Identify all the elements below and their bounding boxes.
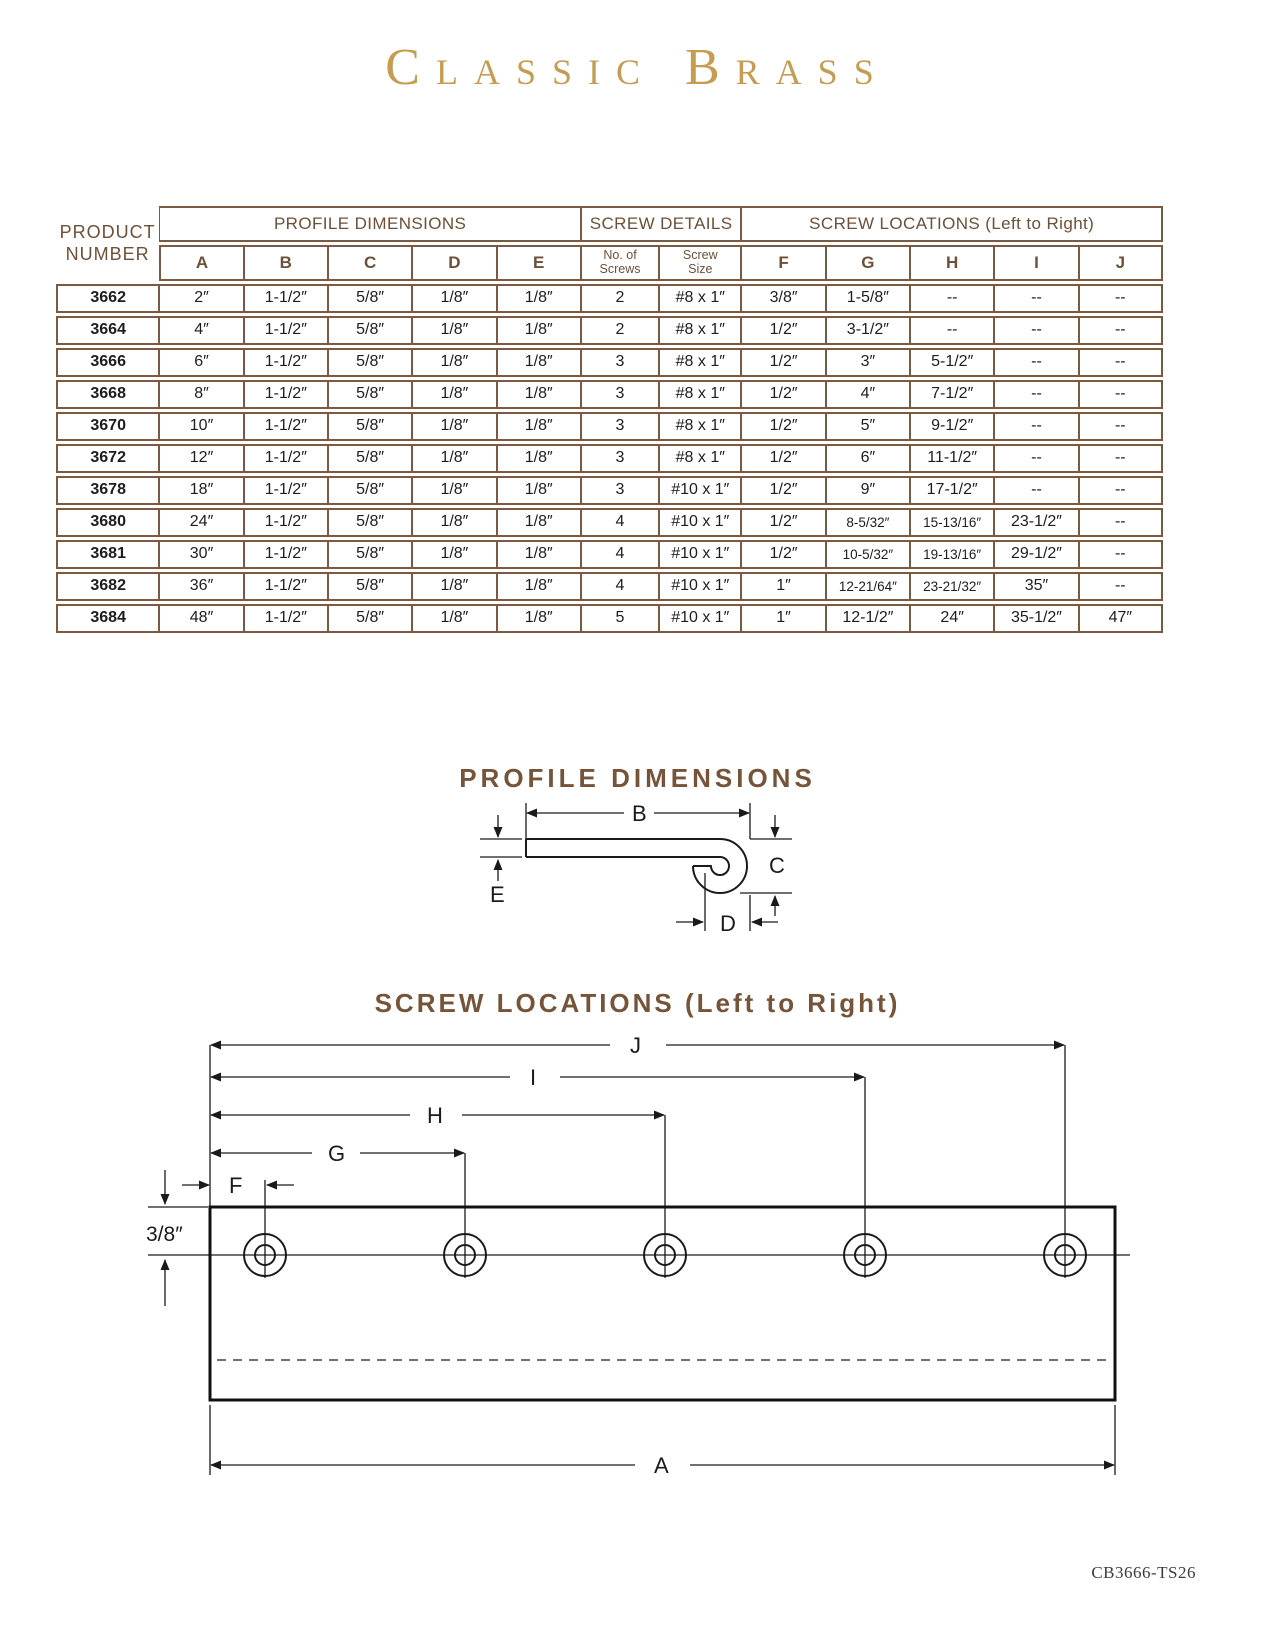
table-cell: 2 (581, 284, 659, 313)
table-cell: -- (994, 316, 1078, 345)
product-number-cell: 3670 (56, 412, 159, 441)
product-number-cell: 3668 (56, 380, 159, 409)
table-cell: 5″ (826, 412, 910, 441)
table-cell: #8 x 1″ (659, 380, 741, 409)
table-row (56, 284, 1163, 313)
dim-label-c: C (769, 853, 785, 878)
table-cell: 2 (581, 316, 659, 345)
table-cell: -- (1079, 444, 1163, 473)
column-header: Screw Size (659, 245, 741, 281)
table-cell: 3 (581, 380, 659, 409)
table-cell: 9-1/2″ (910, 412, 994, 441)
table-cell: -- (1079, 316, 1163, 345)
table-row (56, 412, 1163, 441)
table-cell: 36″ (159, 572, 243, 601)
profile-dimensions-heading: PROFILE DIMENSIONS (459, 763, 816, 793)
dim-label-g: G (328, 1141, 346, 1166)
table-cell: 35-1/2″ (994, 604, 1078, 633)
table-cell: 1-1/2″ (244, 572, 328, 601)
table-cell: 1/2″ (741, 316, 825, 345)
column-header: J (1079, 245, 1163, 281)
table-cell: 1/8″ (412, 444, 496, 473)
table-cell: 1/8″ (497, 540, 581, 569)
table-row (56, 508, 1163, 537)
table-cell: #8 x 1″ (659, 348, 741, 377)
table-cell: 1-1/2″ (244, 284, 328, 313)
column-header: E (497, 245, 581, 281)
table-cell: 1/2″ (741, 380, 825, 409)
table-cell: 8-5/32″ (826, 508, 910, 537)
column-header: B (244, 245, 328, 281)
table-cell: 1-1/2″ (244, 604, 328, 633)
spec-table-wrap (56, 203, 1163, 636)
table-cell: 6″ (826, 444, 910, 473)
table-cell: #8 x 1″ (659, 284, 741, 313)
table-cell: 5/8″ (328, 572, 412, 601)
table-cell: 24″ (910, 604, 994, 633)
dim-label-i: I (530, 1065, 537, 1090)
table-cell: 23-1/2″ (994, 508, 1078, 537)
table-cell: 15-13/16″ (910, 508, 994, 537)
table-cell: 12″ (159, 444, 243, 473)
product-number-cell: 3672 (56, 444, 159, 473)
group-header: SCREW DETAILS (581, 206, 742, 242)
table-cell: 1/8″ (412, 348, 496, 377)
table-cell: 1/8″ (412, 476, 496, 505)
table-cell: 1/2″ (741, 476, 825, 505)
table-cell: 4 (581, 540, 659, 569)
column-header: D (412, 245, 496, 281)
table-cell: -- (1079, 572, 1163, 601)
product-number-header: PRODUCT NUMBER (56, 206, 159, 281)
table-cell: #10 x 1″ (659, 476, 741, 505)
table-cell: 12-21/64″ (826, 572, 910, 601)
column-header: A (159, 245, 243, 281)
screw-locations-drawing (110, 1020, 1210, 1540)
table-cell: -- (910, 284, 994, 313)
table-cell: -- (910, 316, 994, 345)
spec-table (56, 203, 1163, 636)
table-cell: 1/8″ (497, 284, 581, 313)
screw-locations-heading: SCREW LOCATIONS (Left to Right) (374, 988, 901, 1018)
brand-title: Classic Brass (385, 39, 890, 96)
table-cell: 1-1/2″ (244, 540, 328, 569)
table-cell: -- (994, 348, 1078, 377)
profile-dimensions-drawing (440, 755, 800, 970)
table-cell: 3 (581, 412, 659, 441)
table-row (56, 348, 1163, 377)
table-cell: 1/8″ (497, 348, 581, 377)
table-row (56, 572, 1163, 601)
table-cell: 3 (581, 444, 659, 473)
table-row (56, 316, 1163, 345)
dim-label-f: F (229, 1173, 243, 1198)
table-cell: 3 (581, 476, 659, 505)
table-cell: 5/8″ (328, 380, 412, 409)
table-row (56, 604, 1163, 633)
table-cell: 1/8″ (412, 316, 496, 345)
table-cell: 1-1/2″ (244, 444, 328, 473)
table-cell: #10 x 1″ (659, 508, 741, 537)
table-cell: -- (1079, 476, 1163, 505)
table-cell: 1/8″ (412, 380, 496, 409)
table-cell: -- (994, 380, 1078, 409)
table-cell: 3-1/2″ (826, 316, 910, 345)
document-code: CB3666-TS26 (1091, 1563, 1196, 1582)
dim-label-b: B (632, 801, 647, 826)
column-header: H (910, 245, 994, 281)
table-cell: 47″ (1079, 604, 1163, 633)
table-cell: #10 x 1″ (659, 604, 741, 633)
table-cell: 19-13/16″ (910, 540, 994, 569)
column-header: I (994, 245, 1078, 281)
table-row (56, 476, 1163, 505)
table-cell: 23-21/32″ (910, 572, 994, 601)
hook-profile-outline (526, 839, 747, 893)
table-cell: 8″ (159, 380, 243, 409)
table-cell: 5/8″ (328, 316, 412, 345)
table-cell: 1/8″ (412, 412, 496, 441)
table-cell: 1/8″ (412, 572, 496, 601)
product-number-cell: 3680 (56, 508, 159, 537)
group-header: PROFILE DIMENSIONS (159, 206, 581, 242)
table-cell: 5/8″ (328, 412, 412, 441)
table-cell: -- (994, 444, 1078, 473)
table-cell: 1/8″ (497, 412, 581, 441)
table-cell: 12-1/2″ (826, 604, 910, 633)
table-row (56, 540, 1163, 569)
table-cell: 4″ (159, 316, 243, 345)
dim-label-offset: 3/8″ (146, 1223, 183, 1246)
table-cell: #10 x 1″ (659, 572, 741, 601)
table-cell: 1-1/2″ (244, 476, 328, 505)
table-cell: 29-1/2″ (994, 540, 1078, 569)
group-header: SCREW LOCATIONS (Left to Right) (741, 206, 1163, 242)
table-cell: -- (1079, 348, 1163, 377)
table-cell: 9″ (826, 476, 910, 505)
table-cell: #8 x 1″ (659, 412, 741, 441)
table-cell: 1/8″ (412, 540, 496, 569)
table-cell: 4″ (826, 380, 910, 409)
table-cell: 1/2″ (741, 540, 825, 569)
table-cell: -- (1079, 412, 1163, 441)
table-cell: 1-5/8″ (826, 284, 910, 313)
table-cell: 1/8″ (497, 316, 581, 345)
table-cell: 11-1/2″ (910, 444, 994, 473)
table-cell: 5/8″ (328, 540, 412, 569)
table-cell: 35″ (994, 572, 1078, 601)
table-cell: 3/8″ (741, 284, 825, 313)
table-cell: 1-1/2″ (244, 412, 328, 441)
table-cell: 1″ (741, 604, 825, 633)
table-row (56, 380, 1163, 409)
table-cell: 1/8″ (497, 476, 581, 505)
table-cell: 1-1/2″ (244, 316, 328, 345)
table-cell: 6″ (159, 348, 243, 377)
table-cell: -- (994, 412, 1078, 441)
table-cell: -- (994, 284, 1078, 313)
dim-label-e: E (490, 882, 505, 907)
table-cell: 17-1/2″ (910, 476, 994, 505)
table-cell: 1/8″ (497, 380, 581, 409)
table-cell: #8 x 1″ (659, 444, 741, 473)
table-cell: 1/8″ (412, 508, 496, 537)
table-cell: 1/8″ (412, 604, 496, 633)
table-cell: -- (1079, 284, 1163, 313)
dim-label-d: D (720, 911, 736, 936)
table-cell: 1/2″ (741, 508, 825, 537)
table-row (56, 444, 1163, 473)
table-cell: 1/8″ (497, 604, 581, 633)
product-number-cell: 3664 (56, 316, 159, 345)
product-number-cell: 3682 (56, 572, 159, 601)
table-cell: 10″ (159, 412, 243, 441)
table-cell: #8 x 1″ (659, 316, 741, 345)
product-number-cell: 3662 (56, 284, 159, 313)
table-cell: 1/8″ (497, 572, 581, 601)
table-cell: 1-1/2″ (244, 380, 328, 409)
table-cell: 1″ (741, 572, 825, 601)
table-cell: 5/8″ (328, 284, 412, 313)
table-cell: 1-1/2″ (244, 508, 328, 537)
table-cell: 1/8″ (497, 444, 581, 473)
table-cell: 5/8″ (328, 604, 412, 633)
table-cell: 1-1/2″ (244, 348, 328, 377)
table-cell: 3″ (826, 348, 910, 377)
table-cell: #10 x 1″ (659, 540, 741, 569)
table-cell: 5-1/2″ (910, 348, 994, 377)
table-cell: 5/8″ (328, 444, 412, 473)
product-number-cell: 3666 (56, 348, 159, 377)
table-cell: 2″ (159, 284, 243, 313)
table-cell: 1/8″ (497, 508, 581, 537)
table-cell: 1/2″ (741, 412, 825, 441)
table-cell: -- (994, 476, 1078, 505)
table-cell: -- (1079, 540, 1163, 569)
dim-label-h: H (427, 1103, 443, 1128)
table-cell: 5 (581, 604, 659, 633)
table-cell: 30″ (159, 540, 243, 569)
table-cell: 1/2″ (741, 444, 825, 473)
table-cell: 3 (581, 348, 659, 377)
table-cell: 48″ (159, 604, 243, 633)
table-cell: -- (1079, 508, 1163, 537)
column-header: C (328, 245, 412, 281)
column-header: G (826, 245, 910, 281)
table-cell: 18″ (159, 476, 243, 505)
table-cell: 5/8″ (328, 348, 412, 377)
product-number-cell: 3684 (56, 604, 159, 633)
table-cell: 5/8″ (328, 508, 412, 537)
dim-label-j: J (630, 1033, 641, 1058)
bar-outline (210, 1207, 1115, 1400)
column-header: No. of Screws (581, 245, 659, 281)
table-cell: 4 (581, 508, 659, 537)
table-cell: 1/2″ (741, 348, 825, 377)
table-cell: 10-5/32″ (826, 540, 910, 569)
table-cell: 4 (581, 572, 659, 601)
dim-label-a: A (654, 1453, 669, 1478)
column-header: F (741, 245, 825, 281)
table-cell: 5/8″ (328, 476, 412, 505)
table-cell: -- (1079, 380, 1163, 409)
product-number-cell: 3681 (56, 540, 159, 569)
table-cell: 1/8″ (412, 284, 496, 313)
product-number-cell: 3678 (56, 476, 159, 505)
table-cell: 7-1/2″ (910, 380, 994, 409)
table-cell: 24″ (159, 508, 243, 537)
